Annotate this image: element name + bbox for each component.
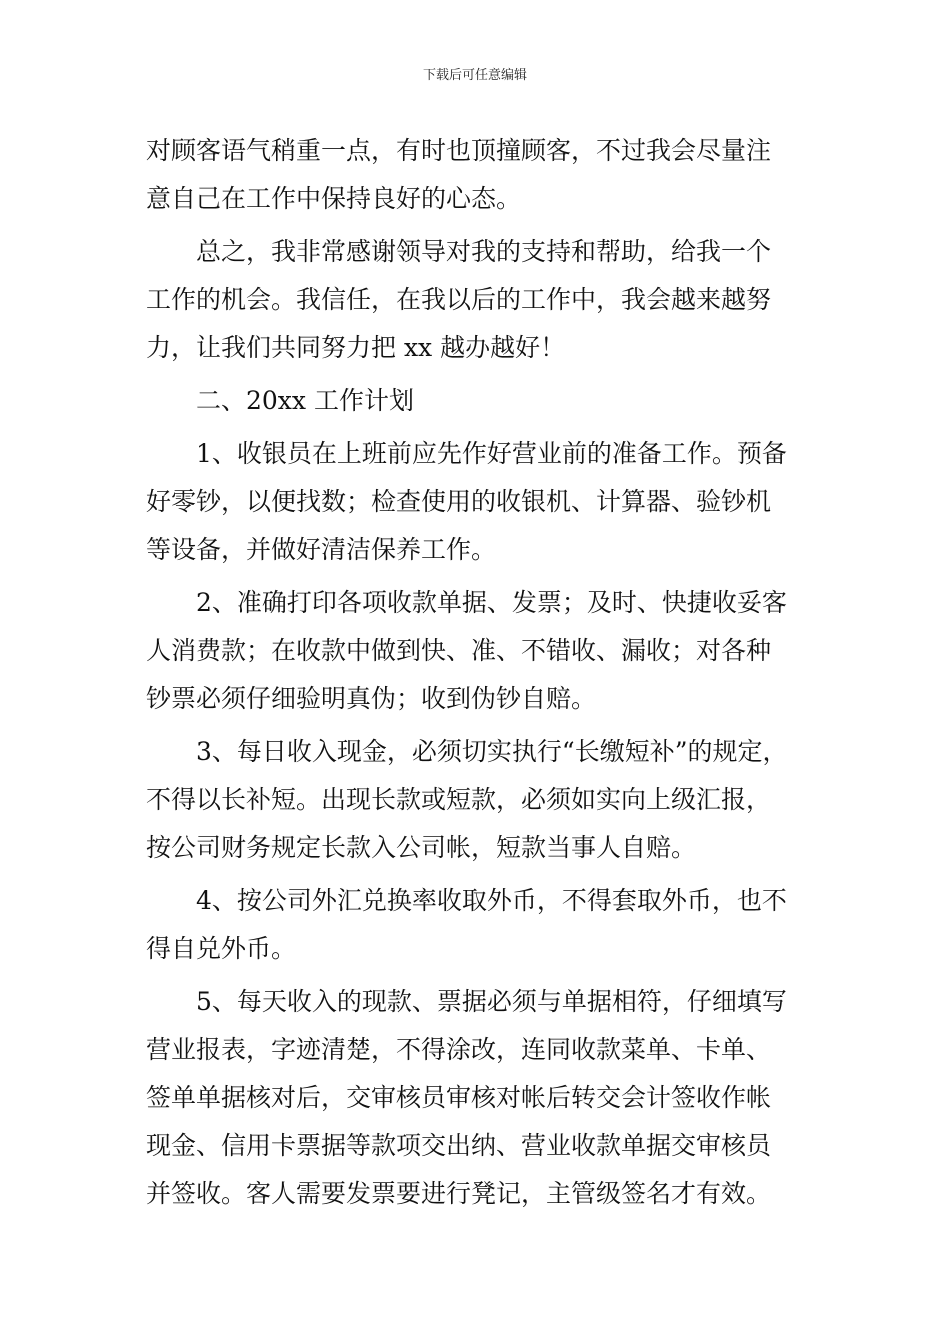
text-line: 按公司财务规定长款入公司帐，短款当事人自赔。 — [146, 833, 697, 862]
text-line: 对顾客语气稍重一点，有时也顶撞顾客，不过我会尽量注 — [146, 136, 772, 165]
paragraph — [146, 978, 811, 1218]
paragraph — [146, 430, 811, 574]
text-line: 现金、信用卡票据等款项交出纳、营业收款单据交审核员 — [146, 1131, 772, 1160]
text-line: 签单单据核对后，交审核员审核对帐后转交会计签收作帐 — [146, 1083, 772, 1112]
text-line: 5、每天收入的现款、票据必须与单据相符，仔细填写 — [196, 987, 787, 1016]
paragraph — [146, 377, 811, 425]
text-line: 工作的机会。我信任，在我以后的工作中，我会越来越努 — [146, 285, 772, 314]
text-line: 二、20xx 工作计划 — [196, 386, 414, 415]
text-line: 意自己在工作中保持良好的心态。 — [146, 184, 522, 213]
text-line: 得自兑外币。 — [146, 934, 297, 963]
page-header: 下载后可任意编辑 — [422, 68, 527, 83]
text-line: 等设备，并做好清洁保养工作。 — [146, 535, 497, 564]
paragraph — [146, 728, 811, 872]
paragraph — [146, 579, 811, 723]
paragraph — [146, 877, 811, 973]
text-line: 4、按公司外汇兑换率收取外币，不得套取外币，也不 — [196, 886, 787, 915]
text-line: 3、每日收入现金，必须切实执行“长缴短补”的规定， — [196, 737, 788, 766]
text-line: 好零钞，以便找数；检查使用的收银机、计算器、验钞机 — [146, 487, 772, 516]
text-line: 不得以长补短。出现长款或短款，必须如实向上级汇报， — [146, 785, 772, 814]
paragraph — [146, 127, 811, 223]
text-line: 钞票必须仔细验明真伪；收到伪钞自赔。 — [146, 684, 597, 713]
paragraph — [146, 228, 811, 372]
text-line: 总之，我非常感谢领导对我的支持和帮助，给我一个 — [196, 237, 772, 266]
document-body — [146, 127, 811, 1218]
text-line: 1、收银员在上班前应先作好营业前的准备工作。预备 — [196, 439, 787, 468]
text-line: 2、准确打印各项收款单据、发票；及时、快捷收妥客 — [196, 588, 787, 617]
text-line: 营业报表，字迹清楚，不得涂改，连同收款菜单、卡单、 — [146, 1035, 772, 1064]
text-line: 人消费款；在收款中做到快、准、不错收、漏收；对各种 — [146, 636, 772, 665]
text-line: 力，让我们共同努力把 xx 越办越好！ — [146, 333, 566, 362]
text-line: 并签收。客人需要发票要进行凳记，主管级签名才有效。 — [146, 1179, 772, 1208]
